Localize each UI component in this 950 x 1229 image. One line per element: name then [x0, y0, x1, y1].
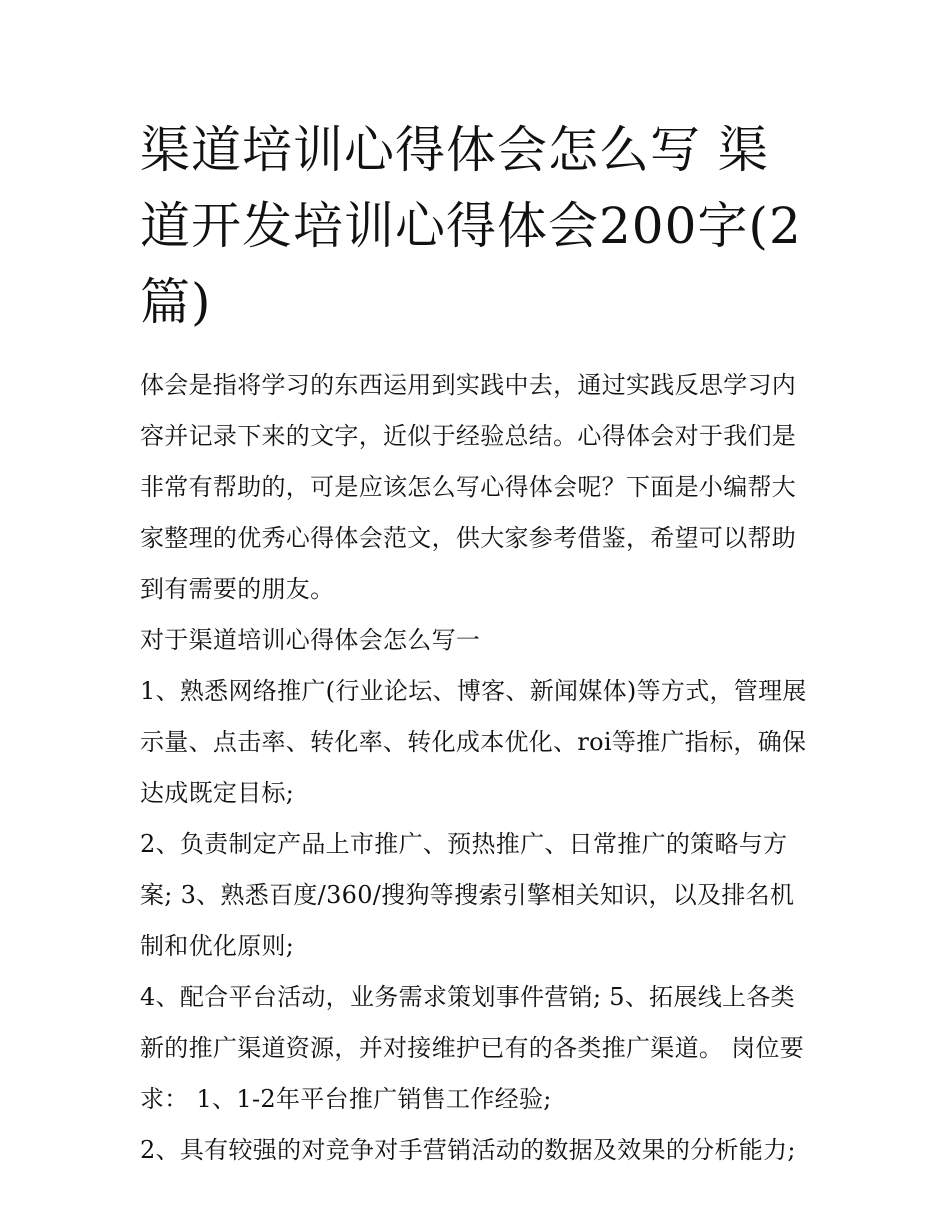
document-title: 渠道培训心得体会怎么写 渠道开发培训心得体会200字(2篇) — [140, 121, 802, 331]
title-block — [140, 112, 815, 340]
list-item: 2、负责制定产品上市推广、预热推广、日常推广的策略与方案; 3、熟悉百度/360/搜狗等搜索引擎相关知识，以及排名机制和优化原则; — [140, 830, 795, 960]
list-item: 2、具有较强的对竞争对手营销活动的数据及效果的分析能力; — [140, 1136, 796, 1164]
intro-paragraph: 体会是指将学习的东西运用到实践中去，通过实践反思学习内容并记录下来的文字，近似于经验总结。心得体会对于我们是非常有帮助的，可是应该怎么写心得体会呢？下面是小编帮大家整理的优秀心得体会范文，供大家参考借鉴，希望可以帮助到有需要的朋友。 — [140, 371, 797, 603]
list-item: 1、熟悉网络推广(行业论坛、博客、新闻媒体)等方式，管理展示量、点击率、转化率、转化成本优化、roi等推广指标，确保达成既定目标; — [140, 677, 807, 807]
document-page — [140, 112, 815, 1176]
section-heading: 对于渠道培训心得体会怎么写一 — [140, 626, 481, 654]
list-item: 4、配合平台活动，业务需求策划事件营销; 5、拓展线上各类新的推广渠道资源，并对接维护已有的各类推广渠道。 岗位要求： 1、1-2年平台推广销售工作经验; — [140, 983, 805, 1113]
